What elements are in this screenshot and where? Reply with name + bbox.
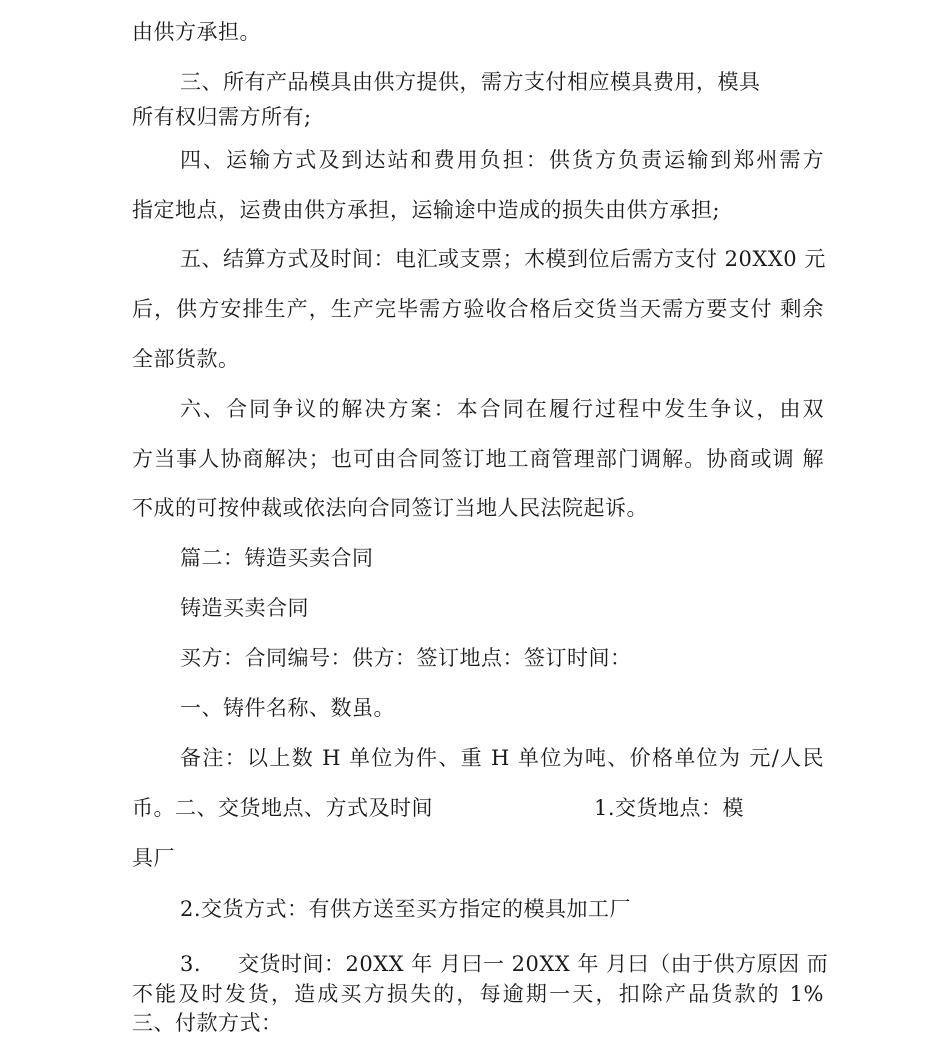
text-line-20: 2.交货方式：有供方送至买方指定的模具加工厂: [180, 897, 632, 921]
text-line-11: 不成的可按仲裁或依法向合同签订当地人民法院起诉。: [132, 496, 648, 520]
text-line-22: 不能及时发货，造成买方损失的，每逾期一天，扣除产品货款的 1%: [132, 982, 824, 1006]
text-line-3: 所有权归需方所有;: [132, 105, 312, 129]
contract-header-fields: 买方：合同编号：供方：签订地点：签订时间：: [180, 646, 632, 670]
text-line-17: 币。二、交货地点、方式及时间: [132, 796, 433, 820]
text-line-19: 具厂: [132, 846, 175, 870]
contract-title: 铸造买卖合同: [180, 596, 309, 620]
section-heading: 篇二：铸造买卖合同: [180, 546, 374, 570]
text-line-21: 交货时间：20XX 年 月曰一 20XX 年 月曰（由于供方原因 而: [238, 952, 829, 976]
text-line-5: 指定地点，运费由供方承担，运输途中造成的损失由供方承担;: [132, 198, 721, 222]
item-number-3: 3.: [180, 952, 202, 976]
text-line-23: 三、付款方式：: [132, 1011, 283, 1035]
text-line-1: 由供方承担。: [132, 20, 261, 44]
text-line-2: 三、所有产品模具由供方提供，需方支付相应模具费用，模具: [180, 70, 761, 94]
text-line-4: 四、运输方式及到达站和费用负担：供货方负责运输到郑州需方: [180, 148, 824, 172]
text-line-7: 后，供方安排生产，生产完毕需方验收合格后交货当天需方要支付 剩余: [132, 297, 824, 321]
text-line-8: 全部货款。: [132, 347, 240, 371]
text-line-16: 备注：以上数 H 单位为件、重 H 单位为吨、价格单位为 元/人民: [180, 746, 824, 770]
text-line-15: 一、铸件名称、数虽。: [180, 696, 395, 720]
text-line-9: 六、合同争议的解决方案：本合同在履行过程中发生争议，由双: [180, 397, 824, 421]
text-line-6: 五、结算方式及时间：电汇或支票；木模到位后需方支付 20XX0 元: [180, 247, 826, 271]
delivery-location-label: 1.交货地点：模: [594, 796, 745, 820]
text-line-10: 方当事人协商解决；也可由合同签订地工商管理部门调解。协商或调 解: [132, 447, 824, 471]
